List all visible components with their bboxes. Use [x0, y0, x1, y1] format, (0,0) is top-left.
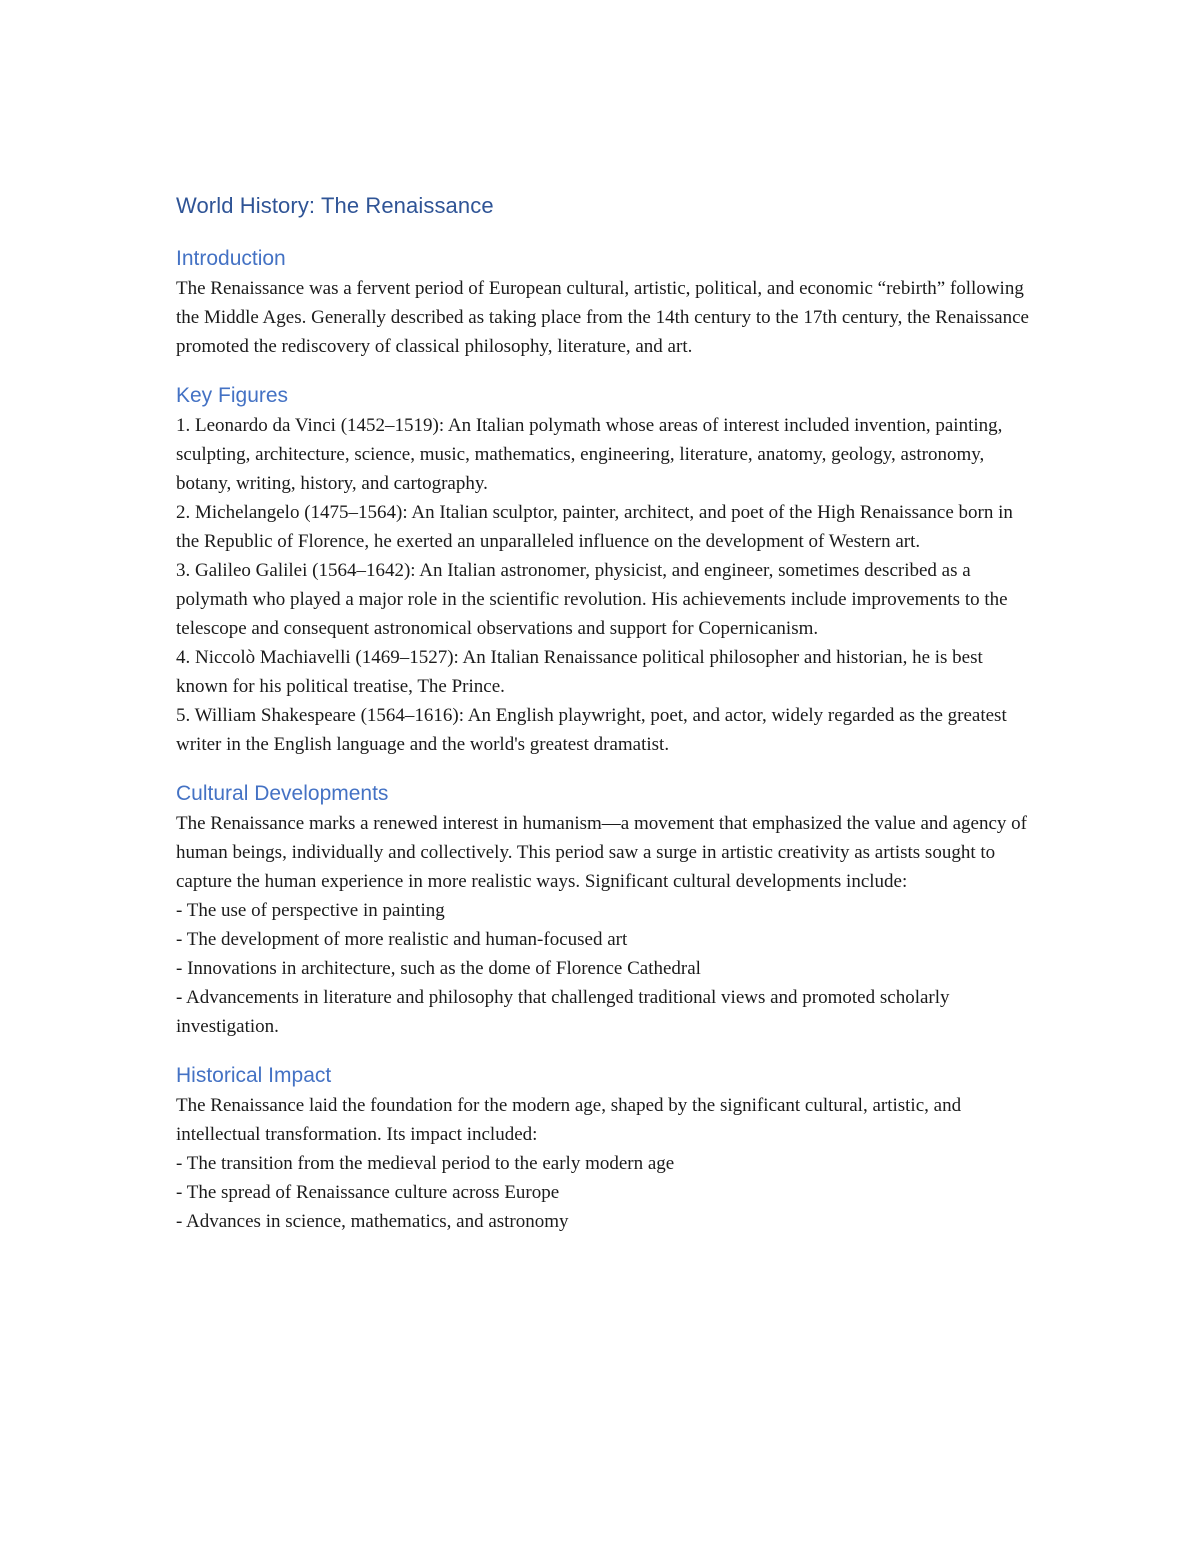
document-page: [176, 188, 1036, 1256]
historical-impact-section: [176, 1061, 1036, 1236]
key-figure-item-2: 2. Michelangelo (1475–1564): An Italian sculptor, painter, architect, and poet of the High Renaissance born in the Republic of Florence, he exerted an unparalleled influence on the development of Western art.: [176, 502, 1013, 552]
cultural-development-item-2: - The development of more realistic and human-focused art: [176, 929, 628, 950]
cultural-developments-section: [176, 779, 1036, 1041]
key-figure-item-4: 4. Niccolò Machiavelli (1469–1527): An Italian Renaissance political philosopher and historian, he is best known for his political treatise, The Prince.: [176, 647, 983, 697]
document-title: World History: The Renaissance: [176, 193, 494, 218]
historical-impact-heading: Historical Impact: [176, 1064, 332, 1087]
introduction-paragraph: The Renaissance was a fervent period of European cultural, artistic, political, and economic “rebirth” following the Middle Ages. Generally described as taking place from the 14th century to the 17th century, the Renaissance promoted the rediscovery of classical philosophy, literature, and art.: [176, 278, 1029, 357]
cultural-development-item-1: - The use of perspective in painting: [176, 900, 445, 921]
key-figure-item-3: 3. Galileo Galilei (1564–1642): An Italian astronomer, physicist, and engineer, sometimes described as a polymath who played a major role in the scientific revolution. His achievements include improvements to the telescope and consequent astronomical observations and support for Copernicanism.: [176, 560, 1008, 639]
cultural-development-item-4: - Advancements in literature and philosophy that challenged traditional views and promoted scholarly investigation.: [176, 987, 950, 1037]
historical-impact-item-1: - The transition from the medieval period to the early modern age: [176, 1153, 675, 1174]
key-figures-heading: Key Figures: [176, 384, 289, 407]
key-figure-item-5: 5. William Shakespeare (1564–1616): An English playwright, poet, and actor, widely regarded as the greatest writer in the English language and the world's greatest dramatist.: [176, 705, 1007, 755]
introduction-section: [176, 244, 1036, 361]
cultural-developments-heading: Cultural Developments: [176, 782, 389, 805]
key-figures-section: [176, 381, 1036, 759]
introduction-heading: Introduction: [176, 247, 286, 270]
historical-impact-item-2: - The spread of Renaissance culture across Europe: [176, 1182, 560, 1203]
historical-impact-paragraph: The Renaissance laid the foundation for the modern age, shaped by the significant cultural, artistic, and intellectual transformation. Its impact included:: [176, 1095, 962, 1145]
historical-impact-item-3: - Advances in science, mathematics, and astronomy: [176, 1211, 569, 1232]
key-figure-item-1: 1. Leonardo da Vinci (1452–1519): An Italian polymath whose areas of interest included invention, painting, sculpting, architecture, science, music, mathematics, engineering, literature, anatomy, geology, astronomy, botany, writing, history, and cartography.: [176, 415, 1003, 494]
cultural-development-item-3: - Innovations in architecture, such as the dome of Florence Cathedral: [176, 958, 701, 979]
cultural-developments-paragraph: The Renaissance marks a renewed interest in humanism—a movement that emphasized the value and agency of human beings, individually and collectively. This period saw a surge in artistic creativity as artists sought to capture the human experience in more realistic ways. Significant cultural developments include:: [176, 813, 1028, 892]
